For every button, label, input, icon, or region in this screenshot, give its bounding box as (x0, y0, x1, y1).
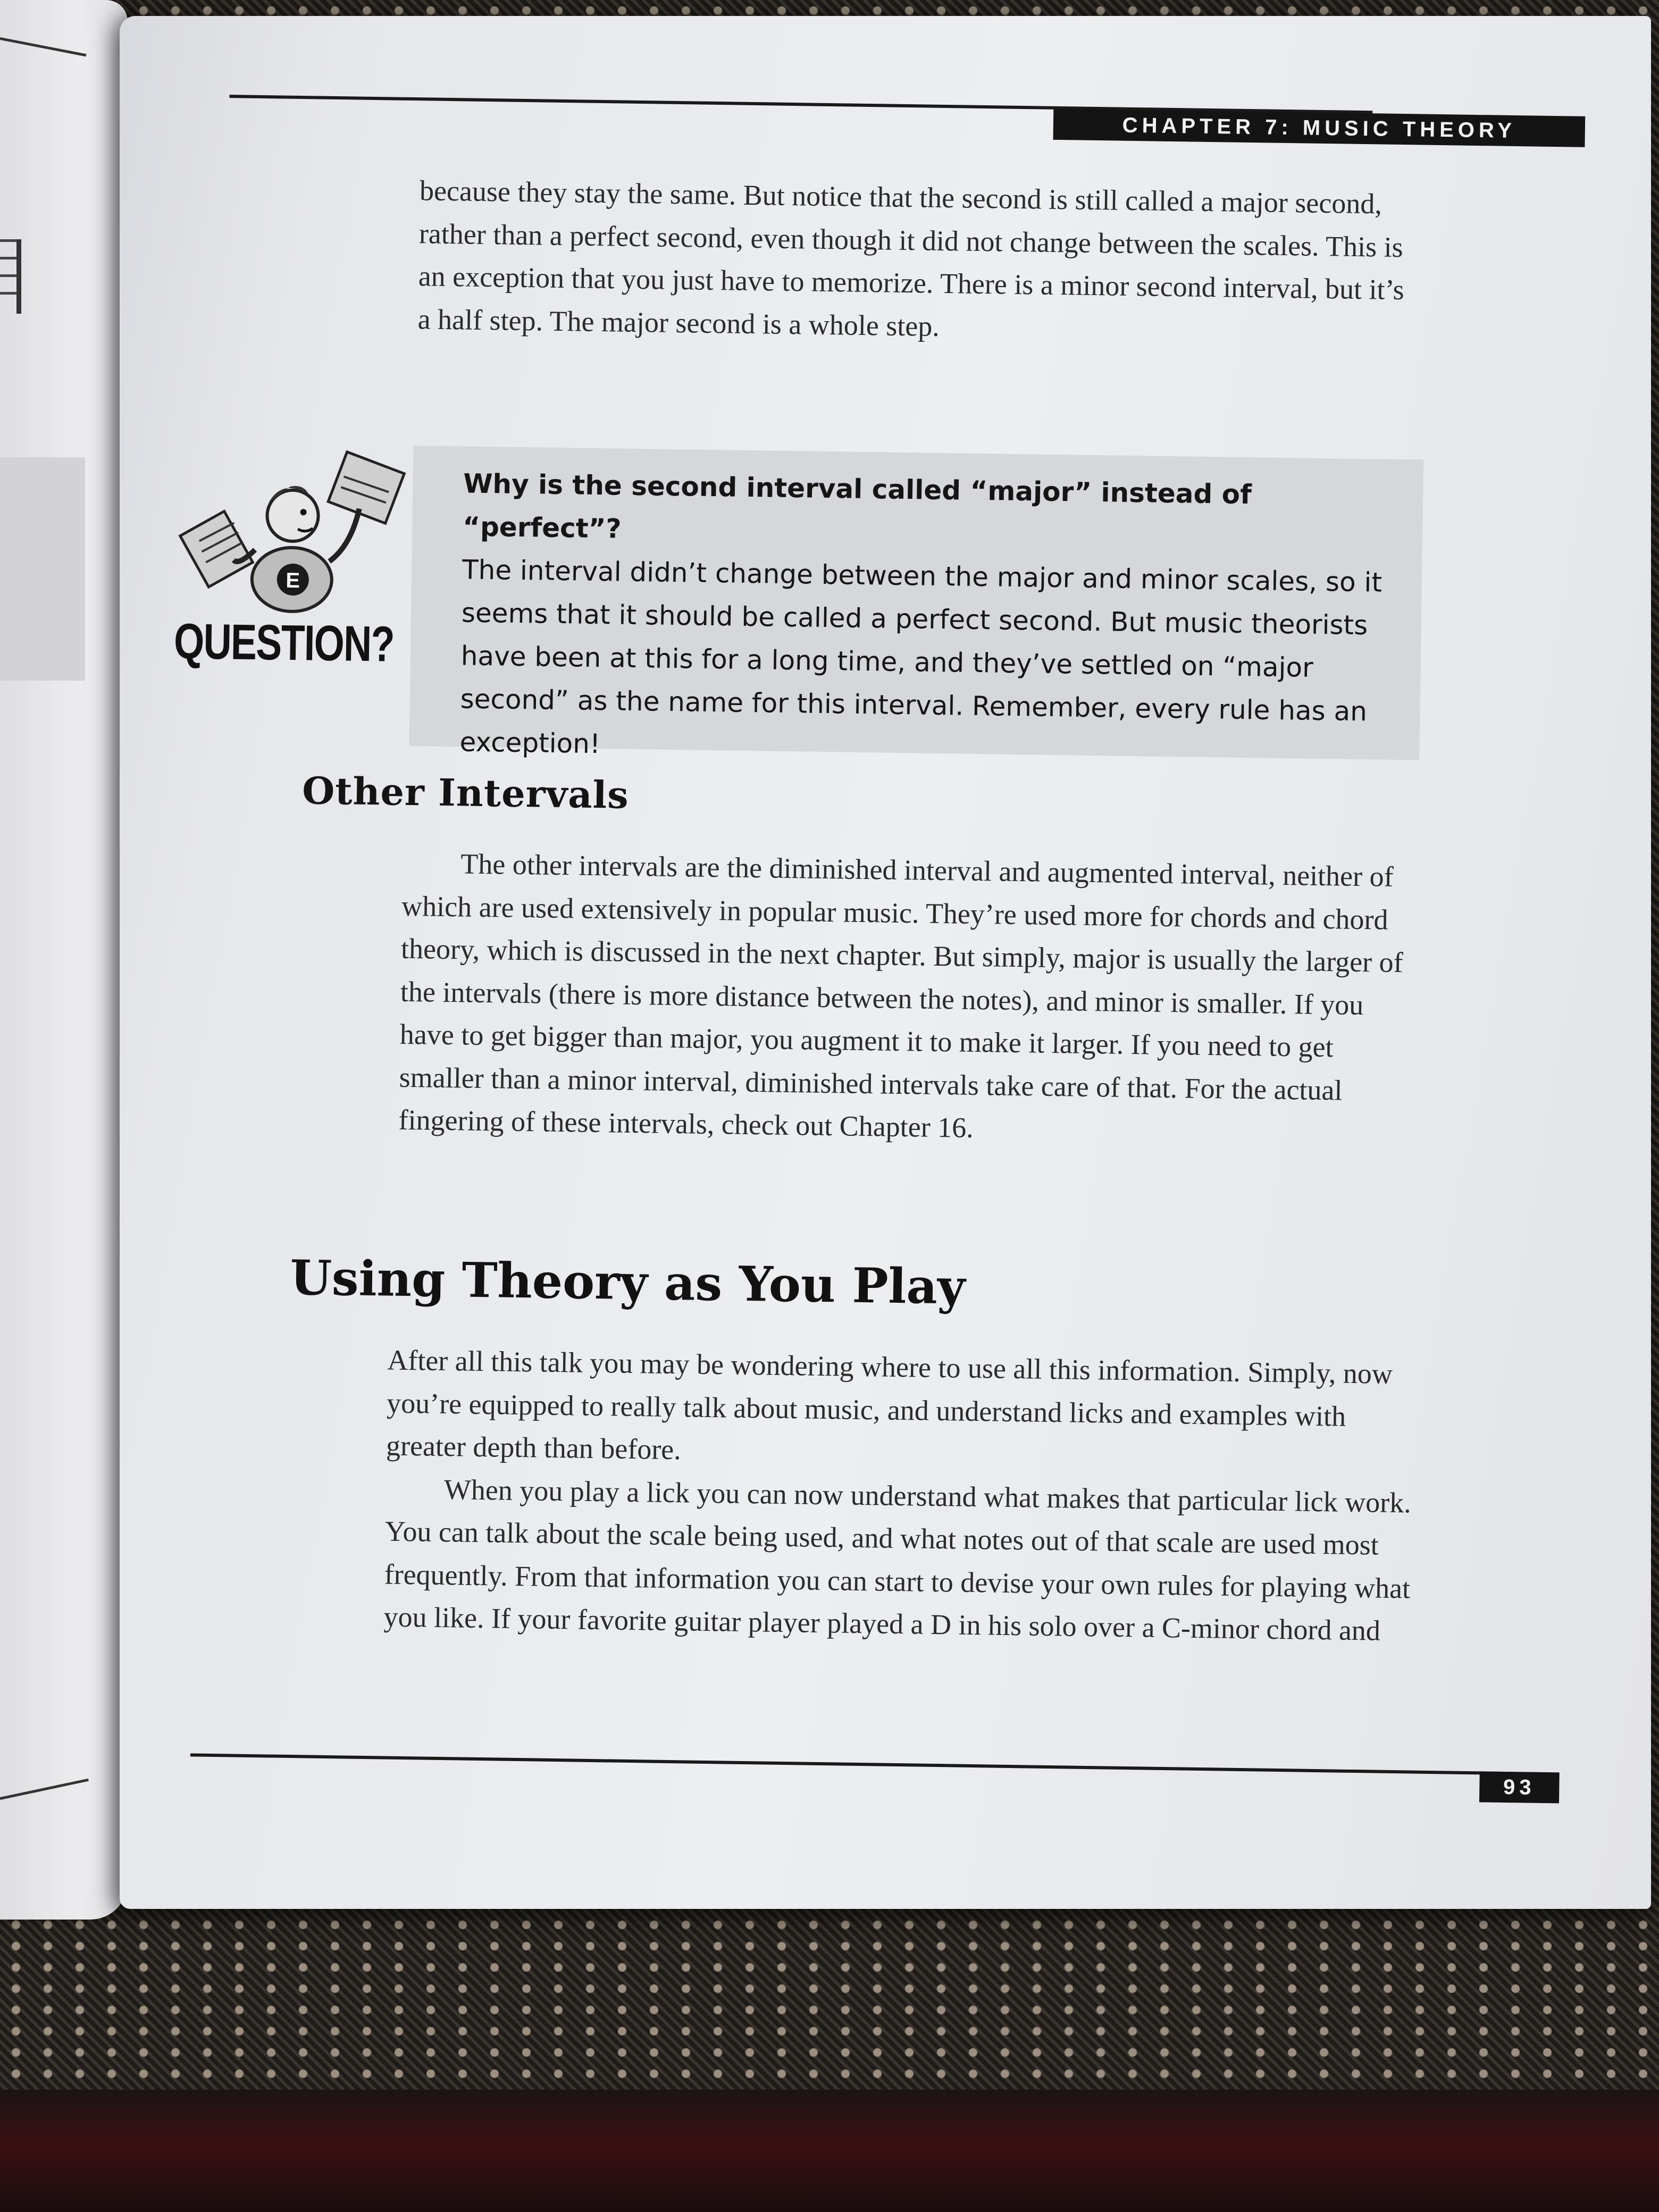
question-text (459, 462, 1410, 777)
other-intervals-paragraph: The other intervals are the diminished interval and augmented interval, neither of which are used extensively in popular music. They’re used more for chords and chord theory, which is discussed in the next chapter. But simply, major is usually the larger of the intervals (there is more distance between the notes), and minor is smaller. If you have to get bigger than major, you augment it to make it larger. If you need to get smaller than a minor interval, diminished intervals take care of that. For the actual fingering of these intervals, check out Chapter 16. (398, 848, 1404, 1144)
left-sheet-music-icon (179, 510, 253, 588)
left-page-staff-fragment (0, 239, 21, 314)
other-intervals-heading: Other Intervals (301, 768, 630, 817)
question-label: QUESTION? (173, 613, 395, 672)
left-facing-page (0, 0, 128, 1920)
book-page (120, 16, 1651, 1909)
intro-text: because they stay the same. But notice that the second is still called a major second, rather than a perfect second, even though it did not change between the scales. This is an exception that you just have to memorize. There is a minor second interval, but it’s a half step. The major second is a whole step. (417, 174, 1405, 342)
right-sheet-music-icon (328, 451, 405, 523)
running-header: CHAPTER 7: MUSIC THEORY (1053, 109, 1586, 147)
using-theory-heading: Using Theory as You Play (289, 1249, 966, 1316)
left-page-rule-bottom (0, 1779, 89, 1800)
question-body: The interval didn’t change between the major and minor scales, so it seems that it should be called a perfect second. But music theorists have been at this for a long time, and they’ve settled on “major second” as the name for this interval. Remember, every rule has an exception! (459, 554, 1382, 760)
using-theory-section (383, 1339, 1414, 1653)
page-number: 93 (1479, 1771, 1560, 1803)
using-theory-paragraph-2: When you play a lick you can now understand what makes that particular lick work. You can talk about the scale being used, and what notes out of that scale are used most frequently. From that information you can start to devise your own rules for playing what you like. If your favorite guitar player played a D in his solo over a C-minor chord and (383, 1473, 1412, 1647)
question-mascot-illustration (174, 442, 410, 637)
question-callout-box (409, 446, 1423, 760)
badge-letter: E (286, 568, 300, 593)
intro-paragraph (417, 169, 1419, 354)
other-intervals-section (398, 842, 1418, 1155)
red-cloth-background (0, 2090, 1659, 2212)
question-heading: Why is the second interval called “major” instead of “perfect”? (462, 468, 1252, 544)
left-page-rule-top (0, 37, 86, 56)
footer-rule (190, 1753, 1552, 1775)
using-theory-paragraph-1: After all this talk you may be wondering where to use all this information. Simply, now you’re equipped to really talk about music, and understand licks and examples with greater depth than before. (386, 1344, 1393, 1466)
left-page-gray-box (0, 457, 85, 681)
